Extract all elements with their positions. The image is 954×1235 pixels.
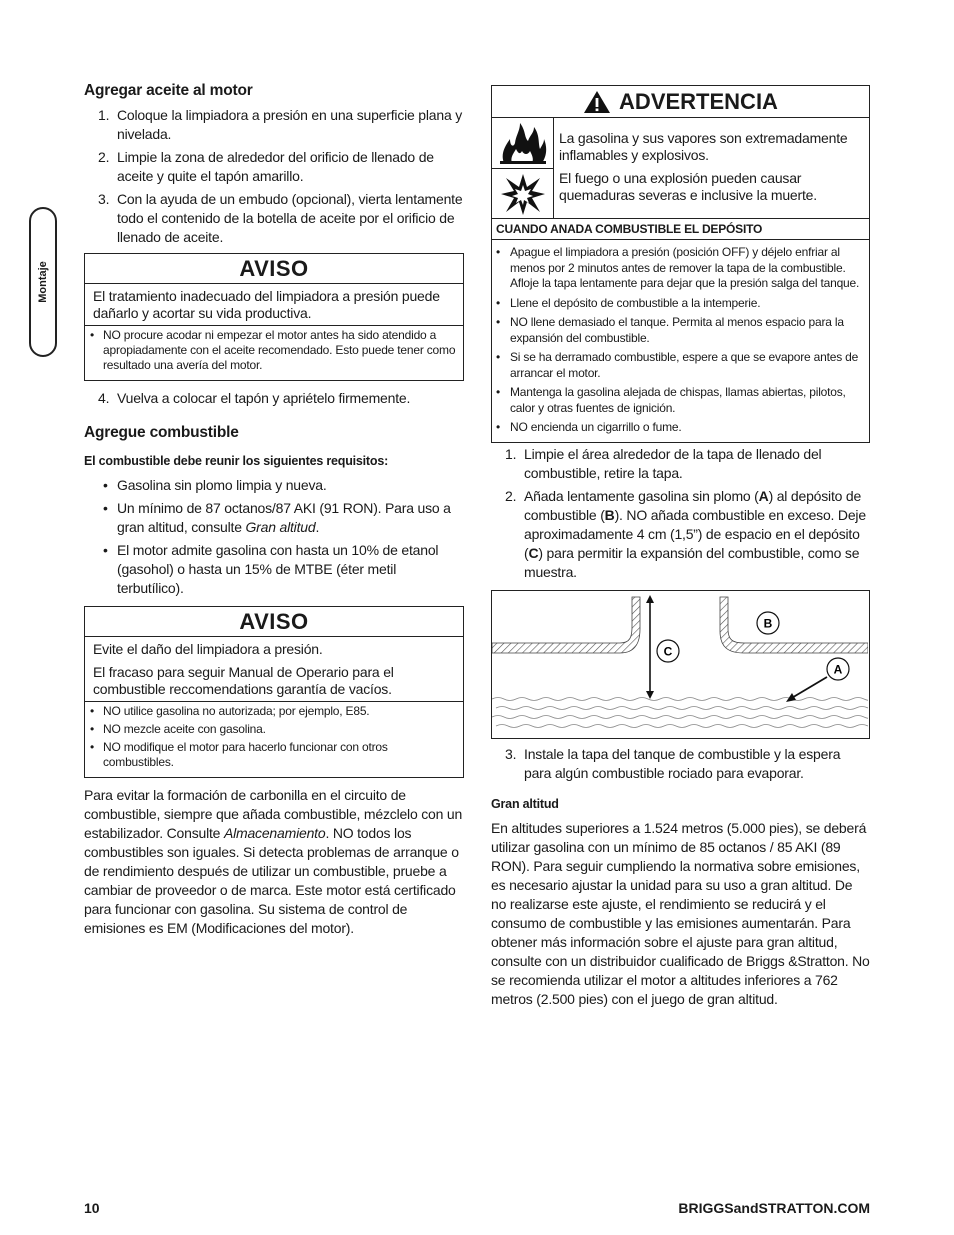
fuel-step: 3. Instale la tapa del tanque de combustible y la espera para algún combustible rociado para evaporar.	[505, 745, 841, 781]
warning-item: • Apague el limpiadora a presión (posición OFF) y déjelo enfriar al menos por 2 minutos antes de remover la tapa de la combustible. Afloje la tapa lentamente para dejar que la presión salga del tanque.	[492, 245, 869, 292]
fuel-requirements	[84, 476, 464, 598]
notice-list	[85, 325, 463, 380]
requirement-item: • Gasolina sin plomo limpia y nueva.	[84, 476, 464, 495]
fuel-steps	[491, 445, 870, 582]
warning-header	[492, 86, 869, 118]
figure-label-b: B	[763, 616, 773, 630]
section-tab	[29, 207, 57, 357]
page-number: 10	[84, 1200, 100, 1216]
flame-icon	[498, 121, 548, 165]
notice-text: El fracaso para seguir Manual de Operario para el combustible reccomendations garantía de vacíos.	[93, 664, 394, 697]
warning-text-flammable: La gasolina y sus vapores son extremadamente inflamables y explosivos.	[559, 130, 848, 163]
oil-step: 2. Limpie la zona de alrededor del orificio de llenado de aceite y quite el tapón amarillo.	[98, 149, 434, 184]
warning-subhead: CUANDO ANADA COMBUSTIBLE EL DEPÓSITO	[492, 219, 869, 240]
oil-step: 3. Con la ayuda de un embudo (opcional), vierta lentamente todo el contenido de la botella de aceite por el orificio de llenado de aceite.	[98, 191, 463, 245]
notice-box-fuel	[84, 606, 464, 778]
warning-item: • Si se ha derramado combustible, espere a que se evapore antes de arrancar el motor.	[492, 350, 869, 381]
altitude-title: Gran altitud	[491, 796, 559, 811]
section-title-fuel: Agregue combustible	[84, 424, 239, 441]
requirement-item: • Un mínimo de 87 octanos/87 AKI (91 RON). Para uso a gran altitud, consulte Gran altitud.	[84, 499, 464, 537]
section-title-oil: Agregar aceite al motor	[84, 82, 253, 99]
oil-step-4	[84, 389, 464, 408]
website-footer: BRIGGSandSTRATTON.COM	[678, 1200, 870, 1216]
altitude-text: En altitudes superiores a 1.524 metros (5.000 pies), se deberá utilizar gasolina con un mínimo de 85 octanos / 85 AKI (89 RON). Para seguir cumpliendo la normativa sobre emisiones, es necesario ajustar la unidad para su uso a gran altitud. De no realizarse este ajuste, el rendimiento se reducirá y el consumo de combustible y las emisiones aumentarán. Para obtener más información sobre el ajuste para gran altitud, consulte con un distribuidor cualificado de Briggs &Stratton. No se recomienda utilizar el motor a altitudes inferiores a 762 metros (2.500 pies) con el juego de gran altitud.	[491, 819, 870, 1007]
hazard-icons	[492, 118, 554, 218]
notice-item: • NO procure acodar ni empezar el motor antes ha sido atendido a apropiadamente con el aceite recomendado. Esto puede tener como resultado una avería del motor.	[85, 328, 463, 373]
warning-text-explosion: El fuego o una explosión pueden causar quemaduras severas e inclusive la muerte.	[559, 170, 817, 203]
explosion-icon	[500, 172, 546, 216]
warning-item: • Llene el depósito de combustible a la intemperie.	[492, 296, 869, 312]
warning-item: • Mantenga la gasolina alejada de chispas, llamas abiertas, pilotos, calor y otras fuentes de ignición.	[492, 385, 869, 416]
fuel-step-3	[491, 745, 870, 783]
warning-item: • NO encienda un cigarrillo o fume.	[492, 420, 869, 436]
notice-title: AVISO	[85, 254, 463, 284]
fuel-step: 2. Añada lentamente gasolina sin plomo (A) al depósito de combustible (B). NO añada combustible en exceso. Deje aproximadamente 4 cm (1,5”) de espacio en el depósito (C) para permitir la expansión del combustible, como se muestra.	[505, 487, 866, 580]
warning-item: • NO llene demasiado el tanque. Permita al menos espacio para la expansión del combustible.	[492, 315, 869, 346]
section-tab-label: Montaje	[37, 261, 49, 303]
figure-label-c: C	[663, 644, 673, 658]
oil-step: 4. Vuelva a colocar el tapón y apriételo firmemente.	[98, 390, 411, 406]
notice-box-oil	[84, 253, 464, 381]
warning-title: ADVERTENCIA	[619, 88, 778, 114]
requirements-title: El combustible debe reunir los siguientes requisitos:	[84, 454, 389, 468]
notice-item: • NO modifique el motor para hacerlo funcionar con otros combustibles.	[85, 740, 463, 770]
notice-item: • NO utilice gasolina no autorizada; por ejemplo, E85.	[85, 704, 463, 719]
warning-texts	[554, 118, 869, 218]
warning-list	[492, 240, 869, 442]
notice-list	[85, 701, 463, 777]
left-column	[84, 82, 464, 938]
requirement-item: • El motor admite gasolina con hasta un 10% de etanol (gasohol) o hasta un 15% de MTBE (éter metil terbutílico).	[84, 541, 464, 598]
oil-steps	[84, 106, 464, 247]
fuel-step: 1. Limpie el área alrededor de la tapa de llenado del combustible, retire la tapa.	[505, 445, 822, 481]
figure-label-a: A	[833, 662, 843, 676]
fuel-tank-diagram	[491, 590, 870, 739]
stabilizer-paragraph: Para evitar la formación de carbonilla en el circuito de combustible, siempre que añada combustible, mézclelo con un estabilizador. Consulte Almacenamiento. NO todos los combustibles son iguales. Si detecta problemas de arranque o de rendimiento después de utilizar un combustible, pruebe a cambiar de proveedor o de marca. Este motor está certificado para funcionar con gasolina. Su sistema de control de emisiones es EM (Modificaciones del motor).	[84, 787, 463, 936]
notice-text: Evite el daño del limpiadora a presión.	[93, 641, 323, 657]
notice-text: El tratamiento inadecuado del limpiadora a presión puede dañarlo y acortar su vida productiva.	[93, 288, 440, 321]
warning-hazards	[492, 118, 869, 219]
warning-triangle-icon	[583, 90, 611, 114]
oil-step: 1. Coloque la limpiadora a presión en una superficie plana y nivelada.	[98, 107, 463, 142]
notice-item: • NO mezcle aceite con gasolina.	[85, 722, 463, 737]
right-column	[491, 85, 870, 1009]
fuel-tank-illustration	[492, 591, 868, 737]
warning-box	[491, 85, 870, 443]
notice-title: AVISO	[85, 607, 463, 637]
